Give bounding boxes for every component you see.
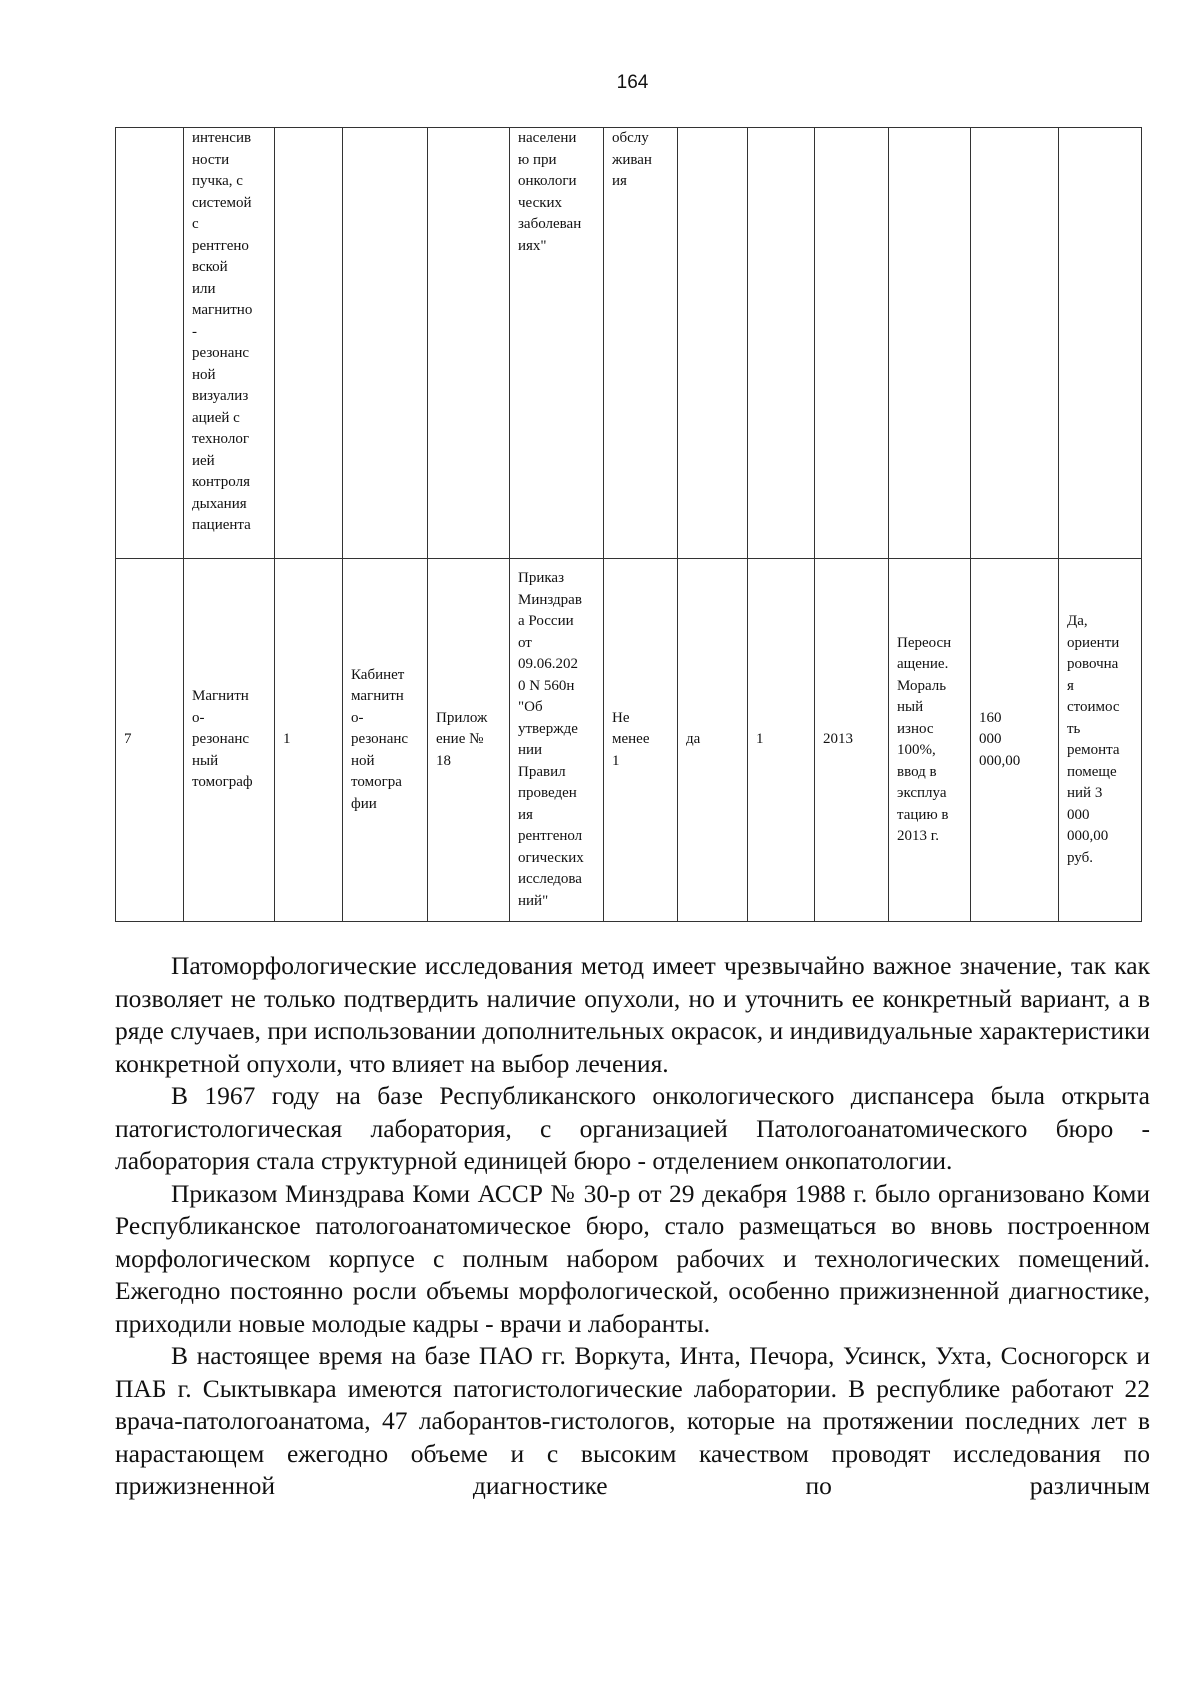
table-cell	[343, 128, 428, 559]
paragraph: Патоморфологические исследования метод имеет чрезвычайно важное значение, так как позволяет не только подтвердить наличие опухоли, но и уточнить ее конкретный вариант, а в ряде случаев, при использовании дополнительных окрасок, и индивидуальные характеристики конкретной опухоли, что влияет на выбор лечения.	[115, 951, 1150, 1078]
paragraph: В настоящее время на базе ПАО гг. Воркута, Инта, Печора, Усинск, Ухта, Сосногорск и ПАБ г. Сыктывкара имеются патогистологические лаборатории. В республике работают 22 врача-патологоанатома, 47 лаборантов-гистологов, которые на протяжении последних лет в нарастающем ежегодно объеме и с высоким качеством проводят исследования по прижизненной диагностике по различным	[115, 1341, 1150, 1500]
table-cell: 7	[116, 559, 184, 922]
table-cell	[678, 128, 748, 559]
table-cell	[815, 128, 889, 559]
table-cell: обслу живан ия	[604, 128, 678, 559]
table-cell	[748, 128, 815, 559]
table-cell	[889, 128, 971, 559]
table-cell	[1059, 128, 1142, 559]
table-cell: населени ю при онкологи ческих заболеван иях"	[510, 128, 604, 559]
table-cell	[275, 128, 343, 559]
table-cell: интенсив ности пучка, с системой с рентгено вской или магнитно - резонанс ной визуализ ацией с технолог ией контроля дыхания пациента	[184, 128, 275, 559]
table-cell: Не менее 1	[604, 559, 678, 922]
table-row	[116, 559, 1142, 922]
table-cell: 1	[748, 559, 815, 922]
page-number: 164	[616, 72, 649, 93]
table-cell: Переосн ащение. Мораль ный износ 100%, ввод в эксплуа тацию в 2013 г.	[889, 559, 971, 922]
equipment-table	[115, 127, 1142, 922]
table-cell	[116, 128, 184, 559]
table-cell: 2013	[815, 559, 889, 922]
table-cell	[971, 128, 1059, 559]
table-cell: 1	[275, 559, 343, 922]
table-row	[116, 128, 1142, 559]
table-cell: Приказ Минздрав а России от 09.06.202 0 N 560н "Об утвержде нии Правил проведен ия рентгенол огических исследова ний"	[510, 559, 604, 922]
table-cell: Прилож ение № 18	[428, 559, 510, 922]
table-cell	[428, 128, 510, 559]
paragraph: Приказом Минздрава Коми АССР № 30-р от 29 декабря 1988 г. было организовано Коми Республиканское патологоанатомическое бюро, стало размещаться во вновь построенном морфологическом корпусе с полным набором рабочих и технологических помещений. Ежегодно постоянно росли объемы морфологической, особенно прижизненной диагностике, приходили новые молодые кадры - врачи и лаборанты.	[115, 1178, 1150, 1338]
table-cell: Кабинет магнитн о- резонанс ной томогра фии	[343, 559, 428, 922]
paragraph: В 1967 году на базе Республиканского онкологического диспансера была открыта патогистологическая лаборатория, с организацией Патологоанатомического бюро - лаборатория стала структурной единицей бюро - отделением онкопатологии.	[115, 1081, 1150, 1175]
table-cell: Да, ориенти ровочна я стоимос ть ремонта помеще ний 3 000 000,00 руб.	[1059, 559, 1142, 922]
table-cell: 160 000 000,00	[971, 559, 1059, 922]
table-cell: Магнитн о- резонанс ный томограф	[184, 559, 275, 922]
table-cell: да	[678, 559, 748, 922]
body-text	[115, 950, 1150, 1503]
